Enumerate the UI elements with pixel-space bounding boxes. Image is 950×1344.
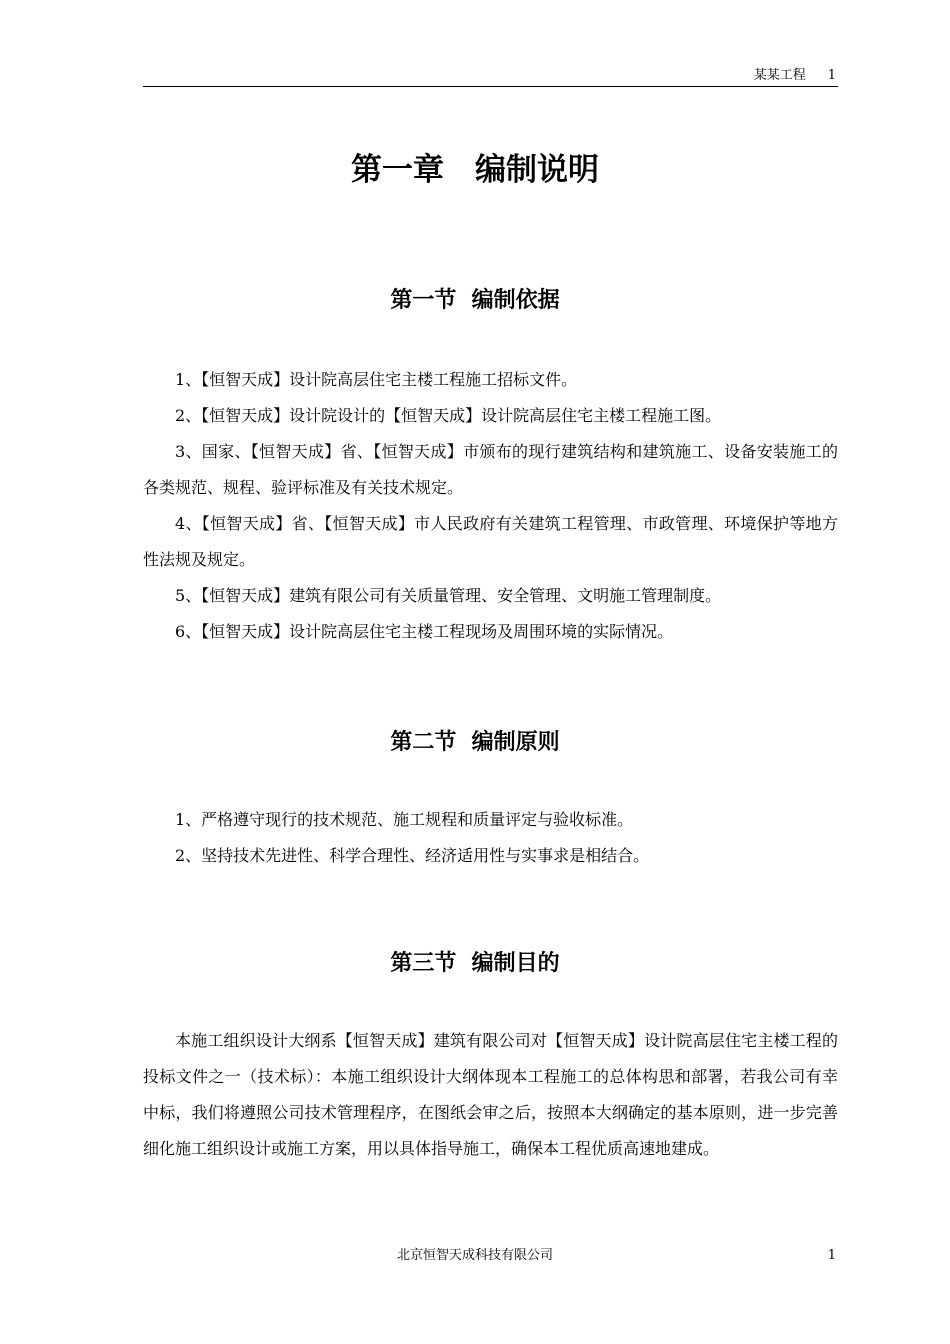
section-title-principles: 第二节 编制原则 bbox=[390, 730, 560, 755]
paragraph: 6、【恒智天成】设计院高层住宅主楼工程现场及周围环境的实际情况。 bbox=[175, 622, 674, 641]
paragraph: 本施工组织设计大纲系【恒智天成】建筑有限公司对【恒智天成】设计院高层住宅主楼工程的投标文件之一（技术标）：本施工组织设计大纲体现本工程施工的总体构思和部署，若我公司有幸中标，我们将遵照公司技术管理程序，在图纸会审之后，按照本大纲确定的基本原则，进一步完善细化施工组织设计或施工方案，用以具体指导施工，确保本工程优质高速地建成。 bbox=[143, 1031, 838, 1158]
header-title: 某某工程 bbox=[753, 68, 806, 83]
section-title-basis: 第一节 编制依据 bbox=[390, 288, 560, 313]
paragraph: 3、国家、【恒智天成】省、【恒智天成】市颁布的现行建筑结构和建筑施工、设备安装施工的各类规范、规程、验评标准及有关技术规定。 bbox=[143, 442, 838, 497]
paragraph: 2、【恒智天成】设计院设计的【恒智天成】设计院高层住宅主楼工程施工图。 bbox=[175, 406, 722, 425]
paragraph: 5、【恒智天成】建筑有限公司有关质量管理、安全管理、文明施工管理制度。 bbox=[175, 586, 722, 605]
paragraph: 1、严格遵守现行的技术规范、施工规程和质量评定与验收标准。 bbox=[175, 810, 634, 829]
footer-company: 北京恒智天成科技有限公司 bbox=[396, 1248, 553, 1263]
header-page-number: 1 bbox=[828, 66, 836, 87]
page-header bbox=[143, 66, 838, 87]
paragraph: 1、【恒智天成】设计院高层住宅主楼工程施工招标文件。 bbox=[175, 370, 578, 389]
paragraph: 2、坚持技术先进性、科学合理性、经济适用性与实事求是相结合。 bbox=[175, 846, 650, 865]
chapter-title: 第一章 编制说明 bbox=[351, 152, 599, 188]
paragraph: 4、【恒智天成】省、【恒智天成】市人民政府有关建筑工程管理、市政管理、环境保护等地方性法规及规定。 bbox=[143, 514, 838, 569]
section-title-purpose: 第三节 编制目的 bbox=[390, 951, 560, 976]
footer-page-number: 1 bbox=[827, 1248, 836, 1263]
